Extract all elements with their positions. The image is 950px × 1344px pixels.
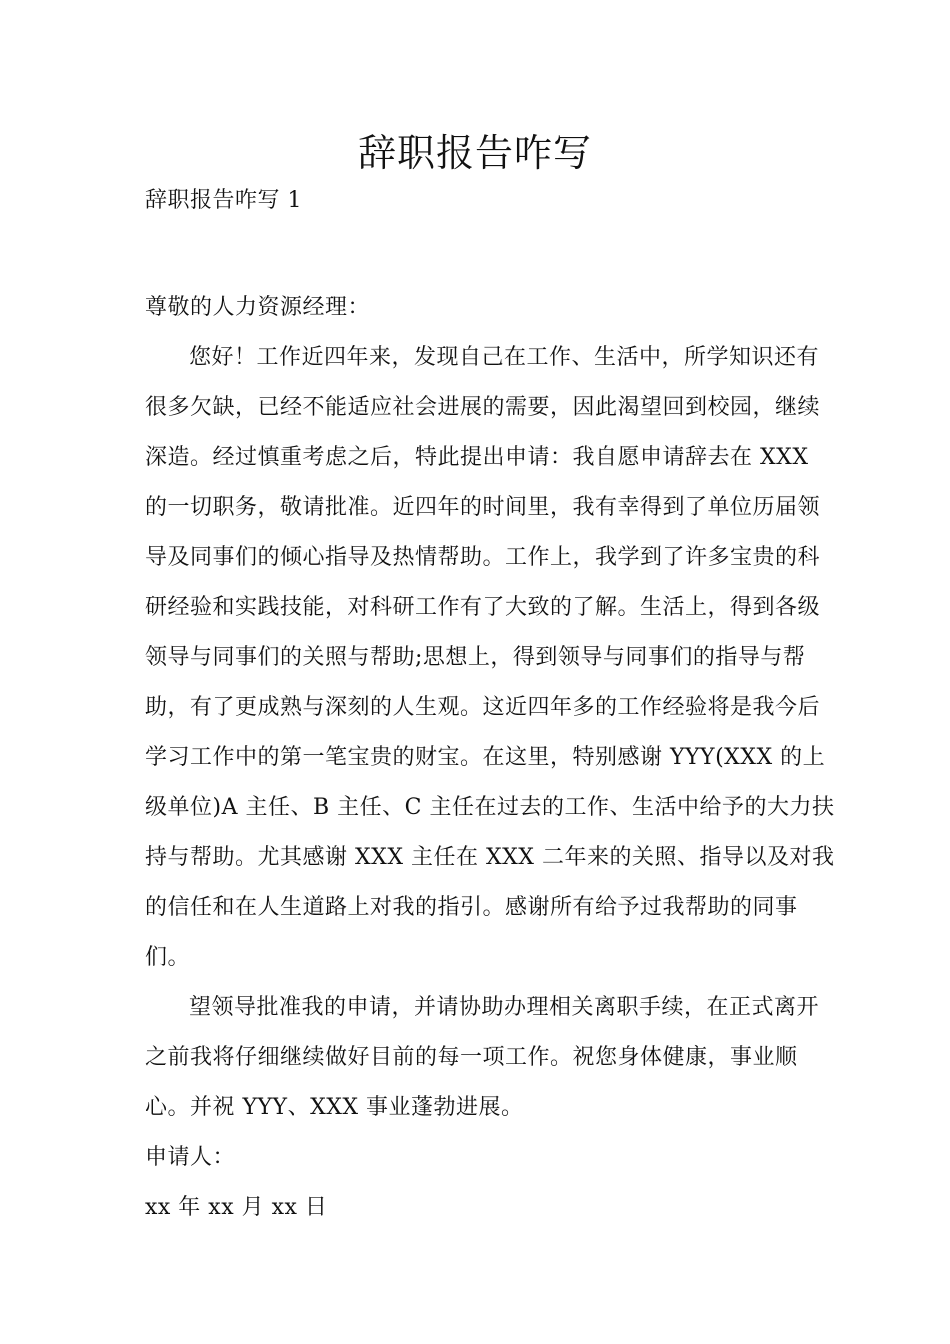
salutation: 尊敬的人力资源经理： (145, 295, 371, 320)
date-line: xx 年 xx 月 xx 日 (145, 1195, 328, 1220)
applicant-label: 申请人： (145, 1145, 236, 1170)
document-title: 辞职报告咋写 (357, 131, 592, 175)
body-paragraph-1: 您好！工作近四年来，发现自己在工作、生活中，所学知识还有很多欠缺，已经不能适应社会进展的需要，因此渴望回到校园，继续深造。经过慎重考虑之后，特此提出申请：我自愿申请辞去在 XXX 的一切职务，敬请批准。近四年的时间里，我有幸得到了单位历届领导及同事们的倾心指导及热情帮助。工作上，我学到了许多宝贵的科研经验和实践技能，对科研工作有了大致的了解。生活上，得到各级领导与同事们的关照与帮助;思想上，得到领导与同事们的指导与帮助，有了更成熟与深刻的人生观。这近四年多的工作经验将是我今后学习工作中的第一笔宝贵的财宝。在这里，特别感谢 YYY(XXX 的上级单位)A 主任、B 主任、C 主任在过去的工作、生活中给予的大力扶持与帮助。尤其感谢 XXX 主任在 XXX 二年来的关照、指导以及对我的信任和在人生道路上对我的指引。感谢所有给予过我帮助的同事们。 (145, 345, 835, 970)
body-paragraph-2: 望领导批准我的申请，并请协助办理相关离职手续，在正式离开之前我将仔细继续做好目前的每一项工作。祝您身体健康，事业顺心。并祝 YYY、XXX 事业蓬勃进展。 (145, 995, 820, 1120)
document-body (145, 283, 835, 1233)
document-subtitle: 辞职报告咋写 1 (145, 188, 302, 213)
